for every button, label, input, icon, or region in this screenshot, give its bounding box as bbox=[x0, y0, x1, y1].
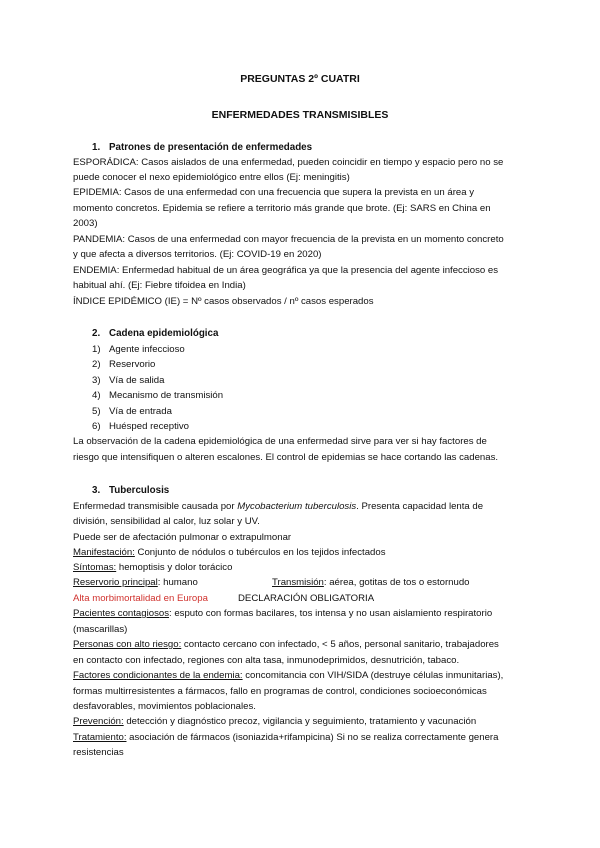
treatment-label: Tratamiento: bbox=[73, 732, 127, 743]
transmission-label: Transmisión bbox=[272, 577, 324, 588]
list-item-number: 1) bbox=[92, 344, 101, 355]
list-item-number: 6) bbox=[92, 421, 101, 432]
section-3-line: formas multirresistentes a fármacos, fallo en programas de control, condiciones socioeconómicas bbox=[73, 686, 487, 697]
document-title: PREGUNTAS 2º CUATRI bbox=[240, 73, 360, 85]
section-3-line: en contacto con infectado, regiones con alta tasa, inmunodeprimidos, desnutrición, tabaco. bbox=[73, 655, 460, 666]
section-3-line: desfavorables, movimientos poblacionales. bbox=[73, 701, 256, 712]
prevention-line bbox=[73, 716, 476, 727]
section-2-heading bbox=[92, 328, 218, 339]
list-item-number: 2) bbox=[92, 359, 101, 370]
contagious-text: : esputo con formas bacilares, tos intensa y no usan aislamiento respiratorio bbox=[169, 608, 493, 619]
list-item-text: Huésped receptivo bbox=[109, 421, 189, 432]
section-1-heading bbox=[92, 142, 312, 153]
section-3-intro bbox=[73, 501, 483, 512]
list-item bbox=[92, 375, 164, 386]
section-3-line: Puede ser de afectación pulmonar o extrapulmonar bbox=[73, 532, 292, 543]
section-1-line: y que afecta a diversos territorios. (Ej: COVID-19 en 2020) bbox=[73, 249, 322, 260]
risk-line bbox=[73, 639, 499, 650]
organism-name: Mycobacterium tuberculosis bbox=[237, 501, 357, 512]
mandatory-declaration: DECLARACIÓN OBLIGATORIA bbox=[238, 593, 375, 604]
list-item-number: 3) bbox=[92, 375, 101, 386]
treatment-line bbox=[73, 732, 498, 743]
risk-label: Personas con alto riesgo: bbox=[73, 639, 182, 650]
contagious-line bbox=[73, 608, 492, 619]
symptoms-line bbox=[73, 562, 232, 573]
section-2-line: La observación de la cadena epidemiológica de una enfermedad sirve para ver si hay factores de bbox=[73, 436, 487, 447]
treatment-text: asociación de fármacos (isoniazida+rifampicina) Si no se realiza correctamente genera bbox=[126, 732, 499, 743]
list-item bbox=[92, 390, 223, 401]
section-1-line: momento concretos. Epidemia se refiere a territorio más grande que brote. (Ej: SARS en China en bbox=[73, 203, 491, 214]
section-3-line: (mascarillas) bbox=[73, 624, 128, 635]
transmission-line bbox=[272, 577, 470, 588]
list-item-text: Agente infeccioso bbox=[109, 344, 185, 355]
manifestation-text: Conjunto de nódulos o tubérculos en los tejidos infectados bbox=[134, 547, 386, 558]
list-item-number: 5) bbox=[92, 406, 101, 417]
symptoms-label: Síntomas: bbox=[73, 562, 117, 573]
morbidity-note: Alta morbimortalidad en Europa bbox=[73, 593, 208, 604]
reservoir-label: Reservorio principal bbox=[73, 577, 158, 588]
list-item-text: Mecanismo de transmisión bbox=[109, 390, 224, 401]
reservoir-line bbox=[73, 577, 198, 588]
section-2-line: riesgo que intensifiquen o alteren escalones. El control de epidemias se hace cortando las cadenas. bbox=[73, 452, 499, 463]
factors-line bbox=[73, 670, 503, 681]
risk-text: contacto cercano con infectado, < 5 años, personal sanitario, trabajadores bbox=[181, 639, 499, 650]
list-item bbox=[92, 421, 189, 432]
section-2-title: Cadena epidemiológica bbox=[109, 328, 219, 339]
prevention-text: detección y diagnóstico precoz, vigilancia y seguimiento, tratamiento y vacunación bbox=[123, 716, 477, 727]
section-1-line: ESPORÁDICA: Casos aislados de una enfermedad, pueden coincidir en tiempo y espacio pero no se bbox=[73, 157, 504, 168]
document-subtitle: ENFERMEDADES TRANSMISIBLES bbox=[211, 109, 389, 121]
manifestation-label: Manifestación: bbox=[73, 547, 135, 558]
transmission-text: : aérea, gotitas de tos o estornudo bbox=[323, 577, 470, 588]
section-2-number: 2. bbox=[92, 328, 101, 339]
factors-text: concomitancia con VIH/SIDA (destruye células inmunitarias), bbox=[242, 670, 504, 681]
section-1-line: puede conocer el nexo epidemiológico entre ellos (Ej: meningitis) bbox=[73, 172, 350, 183]
intro-text: . Presenta capacidad lenta de bbox=[356, 501, 484, 512]
section-3-heading bbox=[92, 485, 169, 496]
intro-text: Enfermedad transmisible causada por bbox=[73, 501, 238, 512]
contagious-label: Pacientes contagiosos bbox=[73, 608, 169, 619]
section-3-title: Tuberculosis bbox=[109, 485, 170, 496]
list-item bbox=[92, 359, 155, 370]
manifestation-line bbox=[73, 547, 386, 558]
factors-label: Factores condicionantes de la endemia: bbox=[73, 670, 243, 681]
list-item bbox=[92, 344, 185, 355]
list-item-number: 4) bbox=[92, 390, 101, 401]
reservoir-text: : humano bbox=[157, 577, 198, 588]
list-item-text: Reservorio bbox=[109, 359, 156, 370]
section-3-line: resistencias bbox=[73, 747, 124, 758]
section-1-line: EPIDEMIA: Casos de una enfermedad con una frecuencia que supera la prevista en un área y bbox=[73, 187, 475, 198]
section-1-line: ENDEMIA: Enfermedad habitual de un área geográfica ya que la presencia del agente infeccioso es bbox=[73, 265, 499, 276]
list-item bbox=[92, 406, 172, 417]
section-1-title: Patrones de presentación de enfermedades bbox=[109, 142, 313, 153]
section-1-number: 1. bbox=[92, 142, 101, 153]
section-1-line: PANDEMIA: Casos de una enfermedad con mayor frecuencia de la prevista en un momento concreto bbox=[73, 234, 504, 245]
section-1-line: ÍNDICE EPIDÉMICO (IE) = Nº casos observados / nº casos esperados bbox=[73, 296, 374, 307]
prevention-label: Prevención: bbox=[73, 716, 124, 727]
list-item-text: Vía de salida bbox=[109, 375, 165, 386]
section-1-line: habitual ahí. (Ej: Fiebre tifoidea en India) bbox=[73, 280, 246, 291]
section-3-line: división, sensibilidad al calor, luz solar y UV. bbox=[73, 516, 260, 527]
list-item-text: Vía de entrada bbox=[109, 406, 172, 417]
symptoms-text: hemoptisis y dolor torácico bbox=[116, 562, 233, 573]
section-3-number: 3. bbox=[92, 485, 101, 496]
section-1-line: 2003) bbox=[73, 218, 98, 229]
